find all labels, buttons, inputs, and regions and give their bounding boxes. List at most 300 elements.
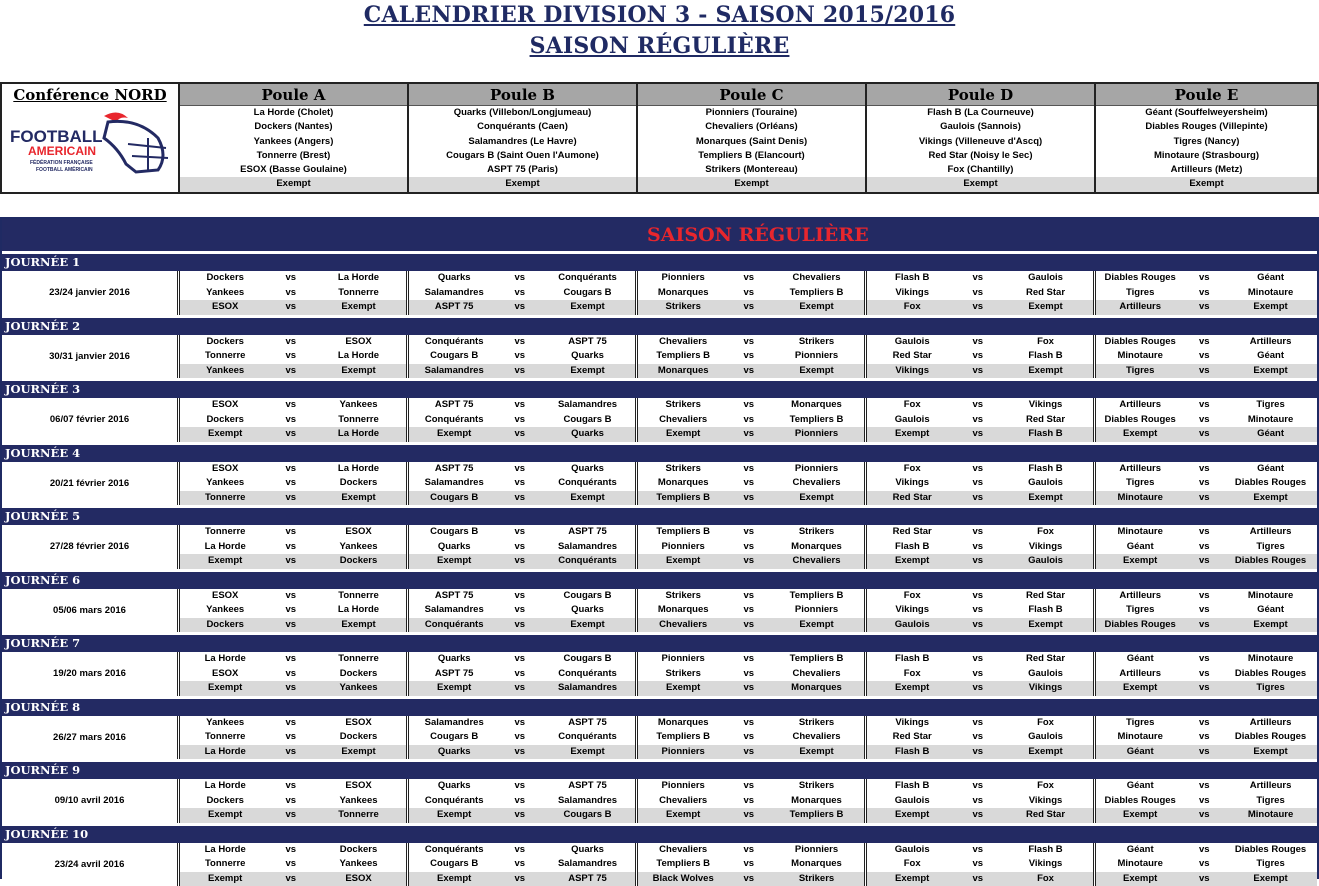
away-team: Cougars B [540,808,635,823]
away-team: ESOX [311,779,406,794]
away-team: Gaulois [998,476,1093,491]
away-team: Géant [1224,427,1317,442]
away-team: Strikers [769,779,864,794]
vs-label: vs [957,335,998,350]
poule-matches [638,843,867,886]
poule-team: Yankees (Angers) [180,135,407,149]
match-row [1096,843,1317,858]
match-row [638,525,864,540]
home-team: Diables Rouges [1096,271,1184,286]
match-row [1096,398,1317,413]
vs-label: vs [270,491,311,506]
vs-label: vs [1184,589,1224,604]
poule-team: Exempt [867,177,1094,191]
match-row [638,745,864,760]
vs-label: vs [270,349,311,364]
logo-text-2: AMERICAIN [28,144,96,158]
match-row [867,589,1093,604]
away-team: Monarques [769,857,864,872]
home-team: Strikers [638,589,728,604]
away-team: Exempt [998,491,1093,506]
match-row [867,716,1093,731]
away-team: Exempt [311,491,406,506]
match-row [638,335,864,350]
vs-label: vs [499,476,540,491]
poule-matches [1096,652,1317,696]
vs-label: vs [1184,398,1224,413]
match-row [180,335,406,350]
away-team: Diables Rouges [1224,843,1317,858]
journee-matches [2,398,1317,442]
home-team: Tonnerre [180,525,270,540]
home-team: Chevaliers [638,843,728,858]
journee-matches [2,589,1317,633]
away-team: Exempt [998,745,1093,760]
away-team: Flash B [998,349,1093,364]
vs-label: vs [728,730,769,745]
poule-matches [409,843,638,886]
away-team: Red Star [998,652,1093,667]
away-team: Dockers [311,554,406,569]
home-team: Cougars B [409,730,499,745]
home-team: Flash B [867,271,957,286]
home-team: Diables Rouges [1096,413,1184,428]
match-row [1096,540,1317,555]
away-team: Pionniers [769,843,864,858]
poule-matches [867,271,1096,315]
poule-matches [180,589,409,633]
away-team: Flash B [998,427,1093,442]
away-team: Exempt [311,618,406,633]
poule-matches [867,398,1096,442]
home-team: Exempt [638,681,728,696]
poule-matches [409,525,638,569]
home-team: ASPT 75 [409,589,499,604]
journee-date: 26/27 mars 2016 [2,716,180,760]
vs-label: vs [957,730,998,745]
home-team: Gaulois [867,413,957,428]
vs-label: vs [957,476,998,491]
vs-label: vs [499,745,540,760]
vs-label: vs [270,525,311,540]
away-team: Gaulois [998,554,1093,569]
away-team: Exempt [998,300,1093,315]
away-team: Exempt [311,300,406,315]
home-team: Géant [1096,745,1184,760]
home-team: Conquérants [409,335,499,350]
away-team: Gaulois [998,730,1093,745]
match-row [638,364,864,379]
vs-label: vs [957,589,998,604]
poule-team: ASPT 75 (Paris) [409,163,636,177]
poule-team: Dockers (Nantes) [180,120,407,134]
vs-label: vs [499,589,540,604]
poule-matches [409,716,638,760]
match-row [638,300,864,315]
match-row [180,843,406,858]
match-row [867,476,1093,491]
match-row [409,716,635,731]
page-subtitle: SAISON RÉGULIÈRE [0,33,1319,59]
vs-label: vs [728,364,769,379]
away-team: Monarques [769,398,864,413]
vs-label: vs [270,554,311,569]
poule-column [409,84,638,192]
away-team: Flash B [998,462,1093,477]
away-team: ESOX [311,335,406,350]
away-team: Diables Rouges [1224,667,1317,682]
away-team: Diables Rouges [1224,476,1317,491]
journee-header: JOURNÉE 3 [2,381,1317,398]
home-team: Yankees [180,286,270,301]
journee-date: 06/07 février 2016 [2,398,180,442]
away-team: Dockers [311,476,406,491]
home-team: Flash B [867,540,957,555]
vs-label: vs [270,364,311,379]
vs-label: vs [728,794,769,809]
match-row [867,794,1093,809]
match-row [1096,730,1317,745]
home-team: Conquérants [409,618,499,633]
away-team: Vikings [998,681,1093,696]
match-row [180,476,406,491]
vs-label: vs [1184,652,1224,667]
journee-header: JOURNÉE 2 [2,318,1317,335]
away-team: Quarks [540,843,635,858]
away-team: Templiers B [769,808,864,823]
vs-label: vs [1184,779,1224,794]
away-team: Exempt [540,618,635,633]
poule-matches [1096,462,1317,506]
away-team: Tigres [1224,681,1317,696]
vs-label: vs [957,857,998,872]
away-team: Géant [1224,271,1317,286]
vs-label: vs [1184,618,1224,633]
match-row [867,413,1093,428]
match-row [638,667,864,682]
away-team: Exempt [1224,872,1317,886]
match-row [180,667,406,682]
vs-label: vs [499,667,540,682]
vs-label: vs [1184,462,1224,477]
vs-label: vs [499,491,540,506]
vs-label: vs [270,872,311,886]
vs-label: vs [270,603,311,618]
home-team: La Horde [180,540,270,555]
away-team: Artilleurs [1224,716,1317,731]
vs-label: vs [499,349,540,364]
away-team: Diables Rouges [1224,730,1317,745]
match-row [638,779,864,794]
poule-matches [409,779,638,823]
home-team: ESOX [180,589,270,604]
poule-matches [409,398,638,442]
home-team: Pionniers [638,540,728,555]
home-team: Gaulois [867,794,957,809]
match-row [409,730,635,745]
vs-label: vs [270,335,311,350]
match-row [180,794,406,809]
home-team: ASPT 75 [409,398,499,413]
journee-date: 30/31 janvier 2016 [2,335,180,379]
vs-label: vs [957,745,998,760]
home-team: Chevaliers [638,413,728,428]
poule-matches [638,462,867,506]
poule-header: Poule B [409,84,636,106]
home-team: Tonnerre [180,857,270,872]
match-row [1096,300,1317,315]
vs-label: vs [728,618,769,633]
home-team: Fox [867,857,957,872]
vs-label: vs [270,857,311,872]
away-team: Templiers B [769,413,864,428]
away-team: Cougars B [540,589,635,604]
match-row [1096,525,1317,540]
poule-team: Exempt [638,177,865,191]
vs-label: vs [957,716,998,731]
home-team: Tonnerre [180,349,270,364]
vs-label: vs [270,271,311,286]
away-team: Vikings [998,540,1093,555]
match-row [180,745,406,760]
match-row [638,794,864,809]
home-team: Géant [1096,843,1184,858]
match-row [180,681,406,696]
logo-text-4: FOOTBALL AMÉRICAIN [36,165,93,173]
home-team: Minotaure [1096,349,1184,364]
journee-header: JOURNÉE 4 [2,445,1317,462]
match-row [867,349,1093,364]
match-row [409,300,635,315]
poule-matches [180,335,409,379]
home-team: Fox [867,667,957,682]
poule-team: Cougars B (Saint Ouen l'Aumone) [409,149,636,163]
away-team: Red Star [998,808,1093,823]
home-team: Tigres [1096,716,1184,731]
away-team: La Horde [311,462,406,477]
match-row [638,603,864,618]
poule-matches [180,271,409,315]
poule-matches [180,779,409,823]
journee-matches [2,652,1317,696]
match-row [638,808,864,823]
away-team: Yankees [311,540,406,555]
vs-label: vs [1184,716,1224,731]
match-row [638,413,864,428]
home-team: Salamandres [409,716,499,731]
match-row [638,681,864,696]
away-team: Salamandres [540,540,635,555]
vs-label: vs [1184,730,1224,745]
vs-label: vs [728,427,769,442]
match-row [638,398,864,413]
home-team: Minotaure [1096,525,1184,540]
away-team: Monarques [769,681,864,696]
home-team: Pionniers [638,745,728,760]
poule-matches [867,779,1096,823]
away-team: Red Star [998,286,1093,301]
away-team: Salamandres [540,794,635,809]
away-team: Géant [1224,462,1317,477]
match-row [409,779,635,794]
vs-label: vs [1184,335,1224,350]
poule-matches [409,589,638,633]
journee-date: 19/20 mars 2016 [2,652,180,696]
poule-header: Poule A [180,84,407,106]
home-team: ASPT 75 [409,300,499,315]
vs-label: vs [499,413,540,428]
home-team: Exempt [1096,427,1184,442]
match-row [867,271,1093,286]
poule-matches [867,716,1096,760]
vs-label: vs [1184,413,1224,428]
poule-header: Poule D [867,84,1094,106]
match-row [409,667,635,682]
match-row [409,540,635,555]
vs-label: vs [728,857,769,872]
poule-team: Tigres (Nancy) [1096,135,1317,149]
vs-label: vs [1184,525,1224,540]
vs-label: vs [499,271,540,286]
away-team: Diables Rouges [1224,554,1317,569]
journee-header: JOURNÉE 8 [2,699,1317,716]
match-row [180,603,406,618]
poule-team: Minotaure (Strasbourg) [1096,149,1317,163]
vs-label: vs [728,681,769,696]
vs-label: vs [1184,808,1224,823]
vs-label: vs [499,398,540,413]
match-row [180,286,406,301]
away-team: Chevaliers [769,667,864,682]
away-team: Chevaliers [769,554,864,569]
vs-label: vs [1184,491,1224,506]
poule-matches [1096,779,1317,823]
match-row [180,716,406,731]
conference-cell [2,84,180,192]
poule-header: Poule E [1096,84,1317,106]
away-team: Exempt [769,300,864,315]
match-row [409,462,635,477]
match-row [1096,779,1317,794]
home-team: Tigres [1096,364,1184,379]
home-team: Exempt [1096,872,1184,886]
match-row [638,462,864,477]
away-team: Artilleurs [1224,525,1317,540]
match-row [409,335,635,350]
home-team: La Horde [180,745,270,760]
vs-label: vs [499,427,540,442]
match-row [638,652,864,667]
away-team: Conquérants [540,667,635,682]
poule-team: Exempt [409,177,636,191]
match-row [1096,427,1317,442]
vs-label: vs [270,618,311,633]
match-row [638,716,864,731]
match-row [180,618,406,633]
match-row [180,525,406,540]
home-team: Gaulois [867,843,957,858]
match-row [638,857,864,872]
away-team: Artilleurs [1224,779,1317,794]
away-team: Tonnerre [311,413,406,428]
poule-matches [638,398,867,442]
away-team: Exempt [769,745,864,760]
away-team: Fox [998,525,1093,540]
vs-label: vs [1184,794,1224,809]
match-row [1096,286,1317,301]
vs-label: vs [499,872,540,886]
away-team: Tonnerre [311,652,406,667]
away-team: Exempt [769,364,864,379]
poule-team: La Horde (Cholet) [180,106,407,120]
home-team: Vikings [867,716,957,731]
match-row [1096,335,1317,350]
home-team: Cougars B [409,525,499,540]
poule-team: Red Star (Noisy le Sec) [867,149,1094,163]
vs-label: vs [270,300,311,315]
away-team: Pionniers [769,349,864,364]
match-row [867,808,1093,823]
home-team: Strikers [638,398,728,413]
home-team: Fox [867,300,957,315]
home-team: Artilleurs [1096,667,1184,682]
match-row [1096,413,1317,428]
poules-table [0,82,1319,194]
home-team: ESOX [180,398,270,413]
away-team: Dockers [311,843,406,858]
away-team: La Horde [311,271,406,286]
away-team: Monarques [769,540,864,555]
vs-label: vs [499,716,540,731]
vs-label: vs [957,794,998,809]
home-team: Red Star [867,349,957,364]
away-team: Red Star [998,589,1093,604]
vs-label: vs [728,716,769,731]
match-row [638,427,864,442]
home-team: Exempt [1096,554,1184,569]
away-team: Yankees [311,794,406,809]
home-team: Templiers B [638,349,728,364]
vs-label: vs [1184,349,1224,364]
vs-label: vs [728,476,769,491]
vs-label: vs [1184,681,1224,696]
away-team: Pionniers [769,427,864,442]
match-row [409,525,635,540]
home-team: Salamandres [409,286,499,301]
match-row [180,589,406,604]
poule-matches [180,462,409,506]
match-row [409,589,635,604]
home-team: Gaulois [867,335,957,350]
match-row [409,349,635,364]
away-team: Exempt [998,364,1093,379]
away-team: Géant [1224,603,1317,618]
match-row [409,476,635,491]
vs-label: vs [270,286,311,301]
home-team: Monarques [638,364,728,379]
home-team: Dockers [180,618,270,633]
home-team: Yankees [180,603,270,618]
vs-label: vs [728,491,769,506]
vs-label: vs [728,349,769,364]
match-row [867,525,1093,540]
away-team: Pionniers [769,603,864,618]
match-row [1096,349,1317,364]
away-team: Strikers [769,872,864,886]
vs-label: vs [728,872,769,886]
vs-label: vs [728,271,769,286]
home-team: La Horde [180,779,270,794]
